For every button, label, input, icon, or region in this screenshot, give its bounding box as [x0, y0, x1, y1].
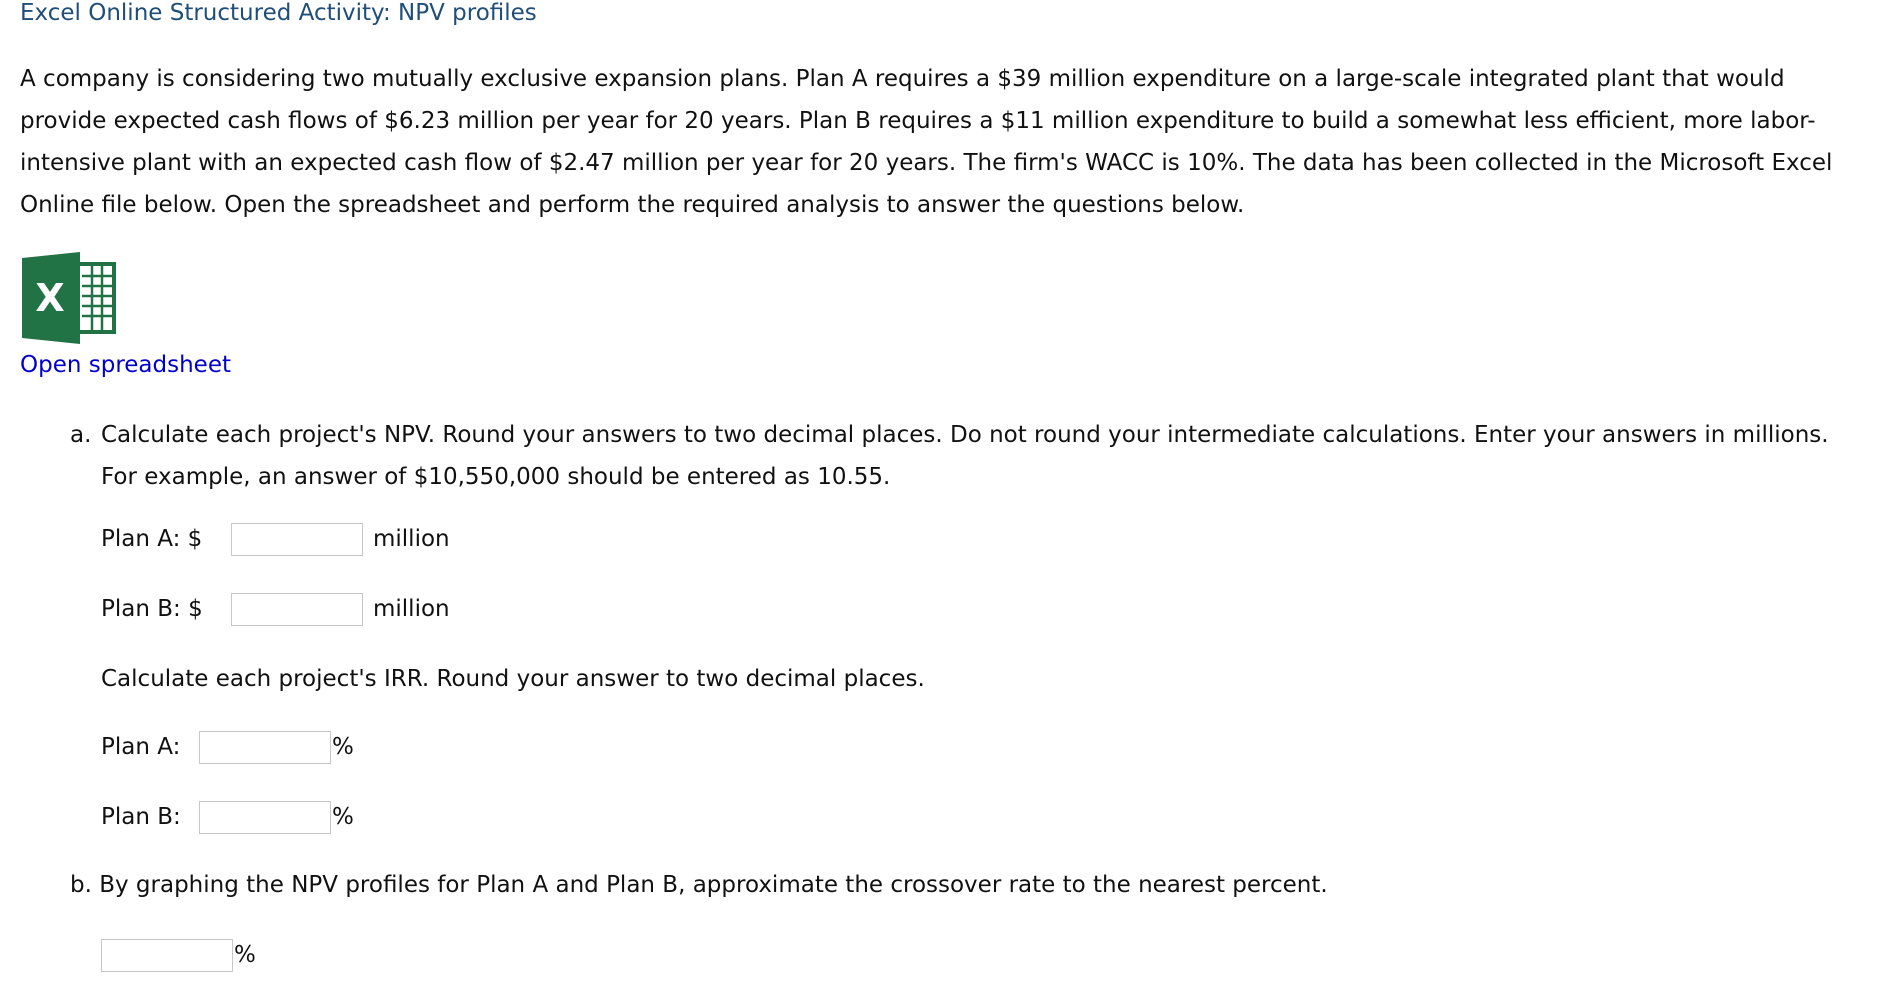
irr-plan-b-unit: %	[332, 804, 354, 830]
open-spreadsheet-link[interactable]: Open spreadsheet	[20, 352, 231, 378]
npv-plan-b-unit: million	[373, 596, 450, 622]
npv-plan-b-row	[101, 596, 501, 632]
irr-plan-a-input[interactable]	[199, 731, 331, 764]
npv-plan-b-input[interactable]	[231, 593, 363, 626]
question-b-text: By graphing the NPV profiles for Plan A and Plan B, approximate the crossover rate to the nearest percent.	[99, 872, 1328, 898]
problem-statement: A company is considering two mutually exclusive expansion plans. Plan A requires a $39 million expenditure on a large-scale integrated plant that would provide expected cash flows of $6.23 million per year for 20 years. Plan B requires a $11 million expenditure to build a somewhat less efficient, more labor-intensive plant with an expected cash flow of $2.47 million per year for 20 years. The firm's WACC is 10%. The data has been collected in the Microsoft Excel Online file below. Open the spreadsheet and perform the required analysis to answer the questions below.	[20, 66, 1833, 218]
irr-question: Calculate each project's IRR. Round your answer to two decimal places.	[101, 666, 925, 692]
svg-text:X: X	[35, 276, 65, 320]
question-a-prefix: a.	[70, 422, 92, 448]
excel-icon[interactable]	[20, 252, 118, 348]
crossover-rate-unit: %	[234, 942, 256, 968]
irr-plan-b-input[interactable]	[199, 801, 331, 834]
question-a	[70, 414, 1860, 498]
npv-plan-a-input[interactable]	[231, 523, 363, 556]
question-b-prefix: b.	[70, 872, 92, 898]
crossover-row	[101, 942, 351, 978]
npv-plan-a-row	[101, 526, 501, 562]
irr-plan-a-label: Plan A:	[101, 734, 181, 760]
page-title: Excel Online Structured Activity: NPV profiles	[20, 0, 537, 26]
npv-plan-a-unit: million	[373, 526, 450, 552]
question-b	[70, 872, 1328, 898]
irr-plan-a-row	[101, 734, 401, 770]
irr-plan-a-unit: %	[332, 734, 354, 760]
npv-plan-b-label: Plan B: $	[101, 596, 203, 622]
irr-plan-b-row	[101, 804, 401, 840]
question-a-text: Calculate each project's NPV. Round your answers to two decimal places. Do not round your intermediate calculations. Enter your answers in millions. For example, an answer of $10,550,000 should be entered as 10.55.	[101, 422, 1829, 490]
crossover-rate-input[interactable]	[101, 939, 233, 972]
npv-plan-a-label: Plan A: $	[101, 526, 203, 552]
irr-plan-b-label: Plan B:	[101, 804, 181, 830]
